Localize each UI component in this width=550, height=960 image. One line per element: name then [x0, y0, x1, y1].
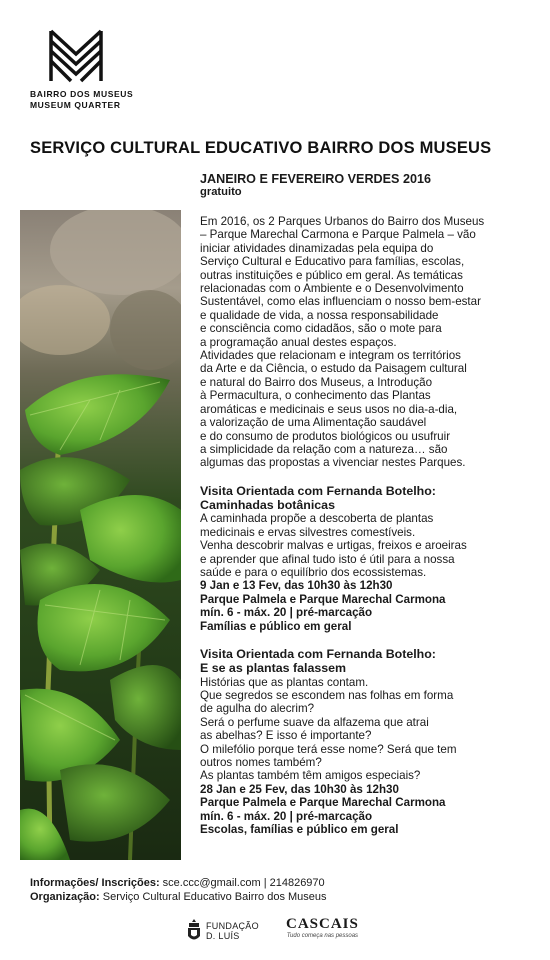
- partner-logos: [186, 916, 386, 948]
- intro-line: e consciência como cidadãos, são o mote para: [200, 322, 442, 336]
- event-subtitle: gratuito: [200, 186, 242, 198]
- section-title: Visita Orientada com Fernanda Botelho:: [200, 646, 436, 661]
- intro-line: Serviço Cultural e Educativo para famílias, escolas,: [200, 255, 465, 269]
- intro-line: à Permacultura, o conhecimento das Plantas: [200, 389, 431, 403]
- section-body-line: As plantas também têm amigos especiais?: [200, 769, 421, 783]
- section-body-line: outros nomes também?: [200, 756, 322, 769]
- section-audience: Escolas, famílias e público em geral: [200, 823, 399, 837]
- section-location: Parque Palmela e Parque Marechal Carmona: [200, 592, 446, 606]
- intro-line: aromáticas e medicinais e seus usos no dia-a-dia,: [200, 402, 458, 416]
- fundacao-d-luis-logo: [186, 918, 259, 944]
- logo-text-pt: BAIRRO DOS MUSEUS: [30, 89, 134, 99]
- section-body-line: as abelhas? E isso é importante?: [200, 729, 372, 743]
- intro-line: iniciar atividades dinamizadas pela equipa do: [200, 241, 434, 255]
- section-capacity: mín. 6 - máx. 20 | pré-marcação: [200, 809, 373, 823]
- intro-line: Sustentável, como elas influenciam o nosso bem-estar: [200, 295, 481, 309]
- section-body-line: de agulha do alecrim?: [200, 702, 315, 716]
- intro-line: e qualidade de vida, a nossa responsabilidade: [200, 308, 439, 322]
- intro-paragraph: [200, 215, 530, 470]
- section-schedule: 28 Jan e 25 Fev, das 10h30 às 12h30: [200, 782, 399, 796]
- cascais-tagline: Tudo começa nas pessoas: [286, 933, 359, 939]
- cascais-name: CASCAIS: [286, 916, 359, 932]
- intro-line: outras instituições e público em geral. As temáticas: [200, 268, 463, 282]
- cascais-logo: [286, 916, 359, 939]
- org-label: Organização:: [30, 890, 100, 903]
- footer-info-row: [30, 877, 327, 891]
- section-capacity: mín. 6 - máx. 20 | pré-marcação: [200, 606, 373, 620]
- section-title: Visita Orientada com Fernanda Botelho:: [200, 483, 436, 498]
- logo-text-en: MUSEUM QUARTER: [30, 100, 121, 110]
- intro-line: a simplicidade da relação com a natureza… são: [200, 442, 448, 456]
- section-body-line: saúde e para o equilíbrio dos ecossistemas.: [200, 565, 427, 579]
- fundacao-line2: D. LUÍS: [206, 931, 240, 941]
- section-body-line: O milefólio porque terá esse nome? Será que tem: [200, 742, 457, 756]
- section-body-line: medicinais e ervas silvestres comestíveis.: [200, 525, 416, 539]
- section-body-line: Histórias que as plantas contam.: [200, 675, 369, 689]
- fundacao-line1: FUNDAÇÃO: [206, 921, 259, 931]
- section-schedule: 9 Jan e 13 Fev, das 10h30 às 12h30: [200, 579, 393, 593]
- main-content: [200, 172, 530, 836]
- footer: [30, 877, 327, 904]
- section-caminhadas-botanicas: [200, 485, 530, 633]
- coat-of-arms-icon: [186, 918, 202, 944]
- section-e-se-as-plantas-falassem: [200, 648, 530, 836]
- intro-line: a valorização de uma Alimentação saudável: [200, 416, 427, 430]
- museum-quarter-logo: [30, 28, 140, 111]
- section-body-line: Que segredos se escondem nas folhas em forma: [200, 688, 454, 702]
- section-body-line: Será o perfume suave da alfazema que atrai: [200, 715, 429, 729]
- intro-line: e natural do Bairro dos Museus, a Introdução: [200, 375, 433, 389]
- plant-illustration: [20, 210, 181, 860]
- section-audience: Famílias e público em geral: [200, 619, 352, 633]
- intro-line: a programação anual destes espaços.: [200, 335, 397, 349]
- intro-line: da Arte e da Ciência, o estudo da Paisagem cultural: [200, 362, 467, 376]
- section-body-line: Venha descobrir malvas e urtigas, freixos e aroeiras: [200, 539, 467, 553]
- intro-line: e do consumo de produtos biológicos ou usufruir: [200, 429, 451, 443]
- nettle-plant-photo: [20, 210, 181, 860]
- intro-line: Em 2016, os 2 Parques Urbanos do Bairro dos Museus: [200, 215, 485, 228]
- mq-logo-icon: [48, 28, 104, 84]
- section-title: Caminhadas botânicas: [200, 497, 335, 512]
- event-title: JANEIRO E FEVEREIRO VERDES 2016: [200, 172, 431, 186]
- intro-line: – Parque Marechal Carmona e Parque Palmela – vão: [200, 228, 476, 242]
- section-location: Parque Palmela e Parque Marechal Carmona: [200, 796, 446, 810]
- info-label: Informações/ Inscrições:: [30, 877, 160, 889]
- page-title: SERVIÇO CULTURAL EDUCATIVO BAIRRO DOS MUSEUS: [30, 139, 492, 157]
- intro-line: Atividades que relacionam e integram os territórios: [200, 349, 461, 363]
- org-value: Serviço Cultural Educativo Bairro dos Museus: [102, 890, 327, 903]
- intro-line: algumas das propostas a vivenciar nestes Parques.: [200, 456, 466, 470]
- section-body-line: A caminhada propõe a descoberta de plantas: [200, 512, 434, 526]
- section-title: E se as plantas falassem: [200, 660, 347, 675]
- intro-line: relacionadas com o Ambiente e o Desenvolvimento: [200, 282, 464, 296]
- contact-info[interactable]: sce.ccc@gmail.com | 214826970: [162, 877, 325, 889]
- section-body-line: e aprender que afinal tudo isto é útil para a nossa: [200, 552, 455, 566]
- footer-org-row: [30, 891, 327, 905]
